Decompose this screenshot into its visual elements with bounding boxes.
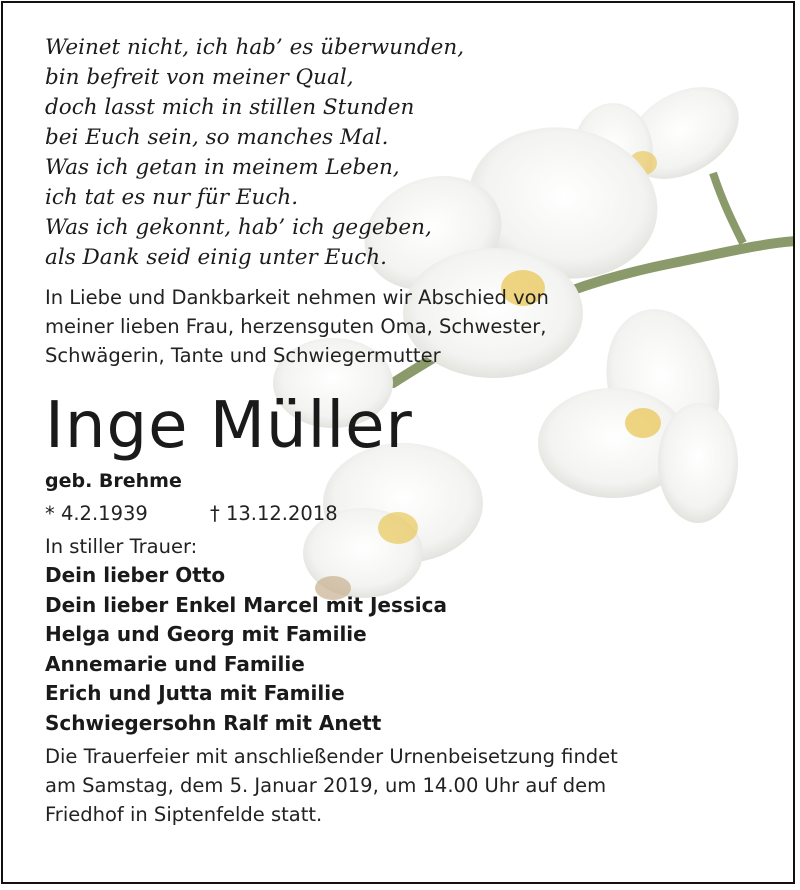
intro-line: In Liebe und Dankbarkeit nehmen wir Abschied von — [45, 286, 549, 309]
mourner: Dein lieber Enkel Marcel mit Jessica — [45, 592, 447, 617]
intro-line: Schwägerin, Tante und Schwiegermutter — [45, 344, 441, 367]
poem-line: ich tat es nur für Euch. — [45, 185, 299, 210]
poem-line: bei Euch sein, so manches Mal. — [45, 125, 389, 150]
service-line: Friedhof in Siptenfelde statt. — [45, 803, 323, 826]
mourner: Schwiegersohn Ralf mit Anett — [45, 710, 382, 735]
poem-line: Weinet nicht, ich hab’ es überwunden, — [45, 35, 465, 60]
mourner: Helga und Georg mit Familie — [45, 622, 367, 646]
deceased-name: Inge Müller — [45, 389, 413, 463]
intro-line: meiner lieben Frau, herzensguten Oma, Schwester, — [45, 315, 547, 338]
death-date: † 13.12.2018 — [210, 502, 338, 525]
service-line: Die Trauerfeier mit anschließender Urnenbeisetzung findet — [45, 745, 618, 768]
poem — [45, 33, 783, 273]
life-dates — [45, 502, 783, 525]
farewell-intro — [45, 283, 783, 370]
poem-line: Was ich getan in meinem Leben, — [45, 155, 400, 180]
obituary-content — [45, 33, 783, 829]
poem-line: Was ich gekonnt, hab’ ich gegeben, — [45, 215, 432, 240]
funeral-service-info — [45, 742, 783, 829]
poem-line: als Dank seid einig unter Euch. — [45, 245, 387, 270]
mourner: Annemarie und Familie — [45, 651, 305, 676]
poem-line: doch lasst mich in stillen Stunden — [45, 95, 415, 120]
obituary-notice — [1, 1, 795, 884]
service-line: am Samstag, dem 5. Januar 2019, um 14.00 Uhr auf dem — [45, 774, 607, 797]
mourners-list — [45, 561, 783, 738]
birth-date: * 4.2.1939 — [45, 502, 148, 525]
maiden-name: geb. Brehme — [45, 470, 182, 492]
mourner: Dein lieber Otto — [45, 563, 226, 587]
mourning-label: In stiller Trauer: — [45, 535, 198, 558]
mourner: Erich und Jutta mit Familie — [45, 681, 345, 705]
poem-line: bin befreit von meiner Qual, — [45, 65, 354, 90]
